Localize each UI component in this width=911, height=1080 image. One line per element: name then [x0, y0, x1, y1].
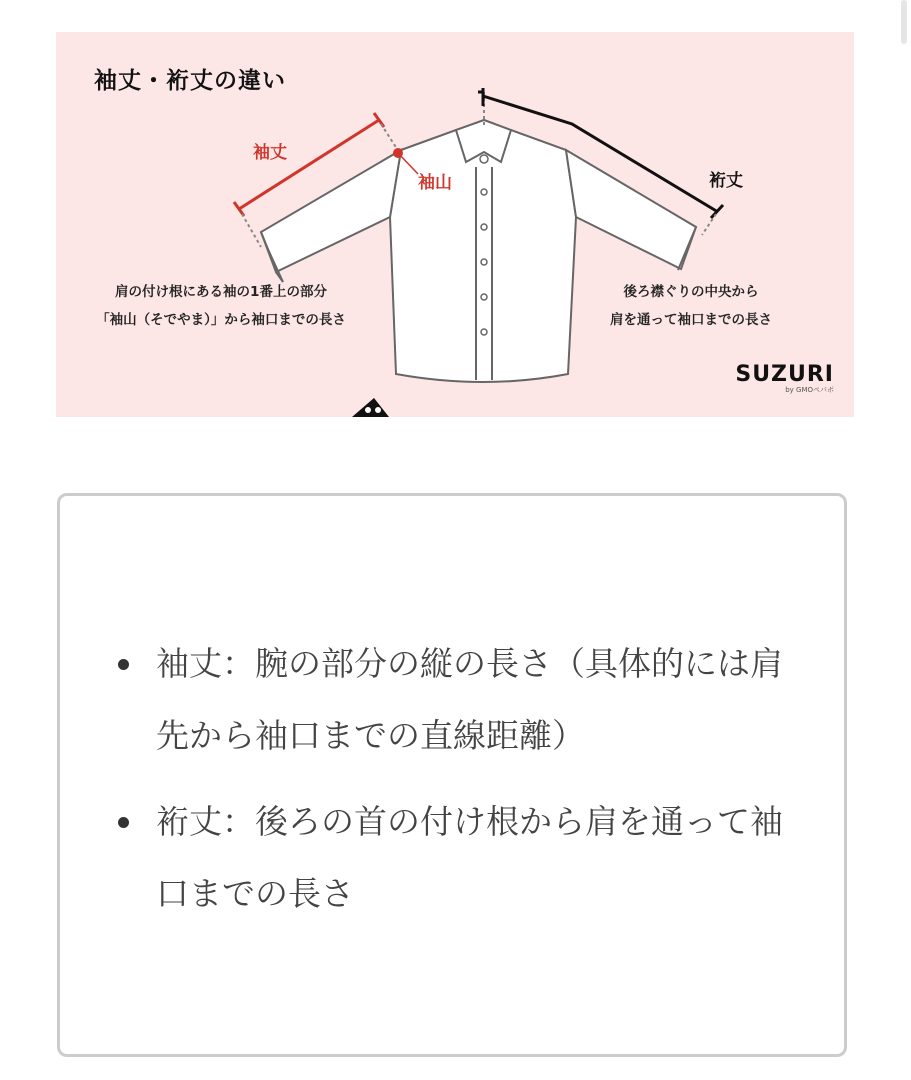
definition-box: [57, 493, 847, 1057]
sleeve-length-description: [96, 278, 346, 334]
shirt-right-sleeve: [566, 150, 696, 269]
list-item: 裄丈：後ろの首の付け根から肩を通って袖口までの長さ: [114, 786, 804, 930]
description-line: 肩を通って袖口までの長さ: [610, 312, 772, 328]
shirt-button: [481, 189, 487, 195]
mascot-eye: [365, 407, 371, 413]
description-line: 「袖山（そでやま）」から袖口までの長さ: [96, 312, 346, 328]
shirt-left-sleeve: [261, 150, 401, 272]
scrollbar[interactable]: [901, 0, 907, 44]
yuki-length-label: 裄丈: [709, 171, 743, 191]
description-line: 後ろ襟ぐりの中央から: [623, 284, 759, 300]
sleeve-guide: [381, 124, 399, 152]
collar-button: [480, 155, 488, 163]
description-line: 肩の付け根にある袖の1番上の部分: [115, 284, 327, 300]
yuki-guide: [702, 214, 716, 235]
shirt-button: [481, 294, 487, 300]
diagram-title: 袖丈・裄丈の違い: [94, 68, 286, 94]
mascot-eye: [375, 407, 381, 413]
sleeve-length-label: 袖丈: [253, 143, 287, 163]
shirt-button: [481, 259, 487, 265]
shirt-button: [481, 329, 487, 335]
sleeve-guide: [242, 214, 261, 247]
shirt-button: [481, 224, 487, 230]
yuki-cap: [711, 205, 723, 218]
sleeve-length-diagram: [56, 32, 854, 417]
brand-name: SUZURI: [735, 362, 834, 387]
mascot-icon: [352, 398, 389, 417]
brand-sub: by GMOペパボ: [785, 386, 834, 394]
sleeve-top-label: 袖山: [418, 173, 452, 193]
brand-logo: [735, 362, 834, 395]
yuki-length-description: [596, 278, 786, 334]
list-item: 袖丈：腕の部分の縦の長さ（具体的には肩先から袖口までの直線距離）: [114, 628, 804, 772]
definition-list: [114, 628, 804, 944]
